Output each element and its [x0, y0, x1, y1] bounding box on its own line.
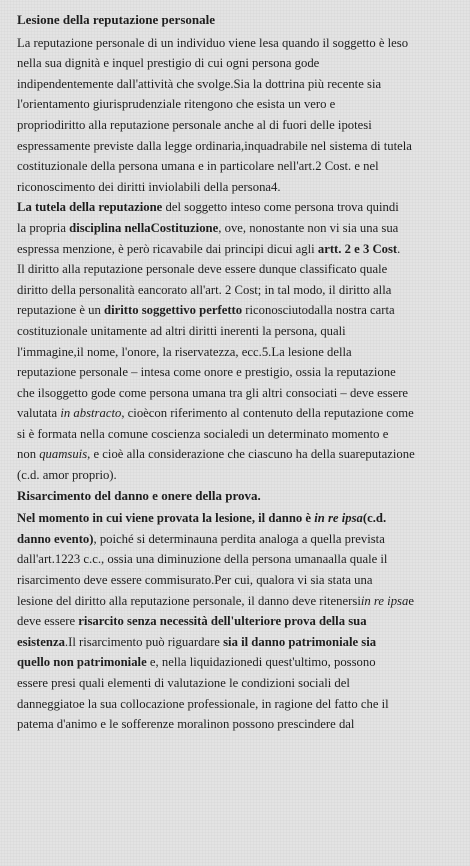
text-line: espressamente previste dalla legge ordinaria,inquadrabile nel sistema di tutela [17, 138, 412, 153]
bold-phrase: disciplina nellaCostituzione [69, 220, 219, 235]
text-run: , ove, nonostante non vi sia una sua [218, 220, 399, 235]
text-line [17, 444, 458, 465]
text-run: non [17, 447, 40, 462]
text-line [17, 239, 458, 260]
bold-phrase: artt. 2 e 3 Cost [317, 241, 398, 256]
text-run: lesione del diritto alla reputazione personale, il danno deve ritenersi [17, 593, 361, 608]
text-line: diritto della personalità eancorato all'art. 2 Cost; in tal modo, il diritto alla [17, 282, 392, 297]
text-run: la propria [17, 220, 70, 235]
paragraph-personality-right [17, 259, 458, 486]
bold-phrase: sia il danno patrimoniale sia [223, 634, 377, 649]
text-line [17, 632, 458, 653]
text-line: riconoscimento dei diritti inviolabili della persona4. [17, 179, 281, 194]
text-run: . [397, 241, 401, 256]
text-line [17, 197, 458, 218]
text-line: l'immagine,il nome, l'onore, la riservatezza, ecc.5.La lesione della [17, 344, 352, 359]
text-line: risarcimento deve essere commisurato.Per cui, qualora vi sia stata una [17, 573, 373, 588]
bold-phrase: danno evento) [17, 531, 94, 546]
text-line: Il diritto alla reputazione personale deve essere dunque classificato quale [17, 262, 388, 277]
text-line [17, 591, 458, 612]
section-heading-reputation-injury: Lesione della reputazione personale [17, 12, 216, 27]
text-run: deve essere [17, 614, 79, 629]
text-line [17, 403, 458, 424]
text-line [17, 529, 458, 550]
bold-phrase: Nel momento in cui viene provata la lesione, il danno è [17, 511, 315, 526]
text-line: l'orientamento giurisprudenziale ritengono che esista un vero e [17, 97, 336, 112]
text-run: e, nella liquidazionedi quest'ultimo, possono [146, 655, 376, 670]
text-line [17, 300, 458, 321]
text-run: e [408, 593, 414, 608]
text-run: , cioècon riferimento al contenuto della reputazione come [121, 406, 414, 421]
text-line: dall'art.1223 c.c., ossia una diminuzione della persona umanaalla quale il [17, 552, 388, 567]
text-line [17, 652, 458, 673]
text-line: si è formata nella comune coscienza socialedi un determinato momento e [17, 426, 389, 441]
text-line: che ilsoggetto gode come persona umana tra gli altri consociati – deve essere [17, 385, 409, 400]
text-run: , poiché si determinauna perdita analoga a quella prevista [93, 531, 385, 546]
text-line: propriodiritto alla reputazione personale anche al di fuori delle ipotesi [17, 117, 372, 132]
text-line: essere presi quali elementi di valutazione le condizioni sociali del [17, 676, 350, 690]
text-run: del soggetto inteso come persona trova quindi [162, 200, 399, 215]
italic-phrase: quamsuis [39, 447, 88, 462]
text-line [17, 611, 458, 632]
bold-phrase: La tutela della reputazione [17, 200, 163, 215]
text-line [17, 508, 458, 529]
bold-phrase: risarcito senza necessità dell'ulteriore prova della sua [78, 614, 367, 629]
text-run: , e cioè alla considerazione che ciascuno ha della suareputazione [87, 447, 415, 462]
text-line: La reputazione personale di un individuo viene lesa quando il soggetto è leso [17, 35, 409, 50]
bold-phrase: diritto soggettivo perfetto [104, 303, 243, 318]
bold-italic-phrase [314, 511, 363, 525]
paragraph-reputation-definition [17, 33, 458, 198]
italic-phrase: in abstracto [60, 406, 122, 421]
text-run: riconosciutodalla nostra carta [242, 303, 395, 318]
text-line: nella sua dignità e inquel prestigio di cui ogni persona gode [17, 56, 320, 71]
text-run: valutata [17, 406, 61, 421]
bold-phrase: (c.d. [362, 511, 387, 526]
italic-phrase: in re ipsa [360, 593, 409, 608]
section-heading-damages: Risarcimento del danno e onere della prova. [17, 487, 261, 503]
text-line: costituzionale della persona umana e in particolare nell'art.2 Cost. e nel [17, 159, 379, 174]
bold-phrase: esistenza [17, 634, 65, 649]
italic-phrase: in re ipsa [314, 511, 363, 526]
paragraph-constitutional-protection [17, 197, 458, 259]
text-line: costituzionale unitamente ad altri diritti inerenti la persona, quali [17, 323, 346, 338]
bold-phrase: quello non patrimoniale [17, 655, 147, 670]
text-line: indipendentemente dall'attività che svolge.Sia la dottrina più recente sia [17, 76, 382, 91]
text-run: espressa menzione, è però ricavabile dai principi dicui agli [17, 241, 318, 256]
text-run: reputazione è un [17, 303, 105, 318]
text-line: reputazione personale – intesa come onore e prestigio, ossia la reputazione [17, 365, 396, 380]
text-line: (c.d. amor proprio). [17, 468, 117, 483]
text-line: danneggiatoe la sua collocazione professionale, in ragione del fatto che il [17, 696, 389, 711]
text-line: patema d'animo e le sofferenze moralinon possono prescindere dal [17, 717, 355, 732]
paragraph-damages-proof [17, 508, 458, 735]
text-line [17, 218, 458, 239]
text-run: .Il risarcimento può riguardare [64, 634, 224, 649]
